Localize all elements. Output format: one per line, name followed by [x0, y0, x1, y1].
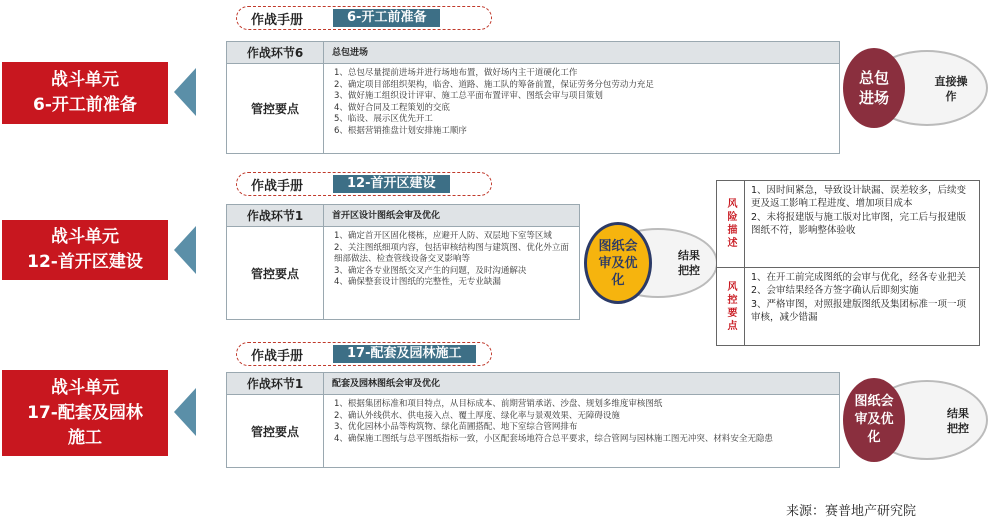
- control-label: 管控要点: [227, 395, 324, 467]
- list-item: 1、因时间紧急，导致设计缺漏、误差较多，后续变更及返工影响工程进度、增加项目成本: [751, 185, 967, 210]
- stage-table-2: [226, 204, 580, 320]
- unit-line: 战斗单元: [51, 227, 119, 247]
- arrow-left-icon: [174, 388, 196, 436]
- stage-table-1: [226, 41, 840, 154]
- battle-unit-3: [2, 370, 168, 456]
- circle-text: 总包进场: [858, 69, 889, 107]
- list-item: 5、临设、展示区优先开工: [334, 114, 433, 125]
- list-item: 2、未将报建版与施工版对比审图，完工后与报建版图纸不符，影响整体验收: [751, 211, 967, 237]
- stage-name: 总包进场: [324, 42, 839, 63]
- stage-label: 作战环节6: [227, 42, 324, 63]
- manual-bar-2: [236, 172, 492, 196]
- list-item: 4、确保施工图纸与总平图纸指标一致，小区配套场地符合总平要求，综合管网与园林施工图无冲突、材料安全无隐患: [334, 433, 773, 444]
- list-item: 2、关注图纸细项内容，包括审核结构图与建筑图、优化外立面细部做法、检查管线设备交叉影响等: [334, 242, 569, 265]
- side-text-2: 结果把控: [678, 249, 700, 277]
- manual-name: 12-首开区建设: [333, 175, 450, 193]
- arrow-left-icon: [174, 68, 196, 116]
- risk-point-label: 风控要点: [717, 268, 745, 345]
- unit-line: 17-配套及园林: [27, 402, 143, 423]
- battle-unit-2: [2, 220, 168, 280]
- circle-text: 图纸会审及优化: [598, 238, 638, 288]
- control-items: [324, 64, 839, 153]
- control-items: [324, 395, 839, 467]
- manual-label: 作战手册: [251, 348, 304, 364]
- circle-badge-2: [584, 222, 652, 304]
- manual-name: 6-开工前准备: [333, 9, 440, 27]
- list-item: 3、严格审图，对照报建版图纸及集团标准一项一项审核，减少错漏: [751, 298, 967, 324]
- list-item: 4、确保整套设计图纸的完整性，无专业缺漏: [334, 277, 501, 288]
- arrow-left-icon: [174, 226, 196, 274]
- list-item: 3、做好施工组织设计评审、施工总平面布置评审、图纸会审与项目策划: [334, 91, 603, 102]
- unit-line: 6-开工前准备: [33, 95, 137, 115]
- manual-bar-3: [236, 342, 492, 366]
- side-text-1: 直接操作: [934, 75, 968, 103]
- control-label: 管控要点: [227, 227, 324, 319]
- control-items: [324, 227, 579, 319]
- stage-name: 配套及园林图纸会审及优化: [324, 373, 839, 394]
- list-item: 1、确定首开区固化楼栋，应避开人防、双层地下室等区域: [334, 231, 552, 241]
- risk-point-items: [745, 268, 979, 345]
- stage-label: 作战环节1: [227, 205, 324, 226]
- unit-line: 战斗单元: [51, 70, 119, 90]
- list-item: 3、确定各专业图纸交叉产生的问题，及时沟通解决: [334, 265, 527, 276]
- manual-label: 作战手册: [251, 12, 304, 28]
- list-item: 1、在开工前完成图纸的会审与优化，经各专业把关: [751, 272, 967, 283]
- circle-text: 图纸会审及优化: [854, 394, 894, 445]
- manual-label: 作战手册: [251, 178, 304, 194]
- stage-table-3: [226, 372, 840, 468]
- circle-badge-1: [843, 48, 905, 128]
- manual-name: 17-配套及园林施工: [333, 345, 476, 363]
- source-note: 来源：赛普地产研究院: [786, 504, 917, 519]
- list-item: 1、根据集团标准和项目特点，从目标成本、前期营销承诺、沙盘、规划多维度审核图纸: [334, 399, 663, 409]
- stage-label: 作战环节1: [227, 373, 324, 394]
- list-item: 1、总包尽量提前进场并进行场地布置，做好场内主干道硬化工作: [334, 68, 578, 78]
- unit-line: 施工: [68, 427, 102, 448]
- battle-unit-1: [2, 62, 168, 124]
- list-item: 3、优化园林小品等构筑物、绿化苗圃搭配、地下室综合管网排布: [334, 422, 578, 433]
- side-text-3: 结果把控: [947, 407, 969, 435]
- stage-name: 首开区设计图纸会审及优化: [324, 205, 579, 226]
- risk-box: [716, 180, 980, 346]
- circle-badge-3: [843, 378, 905, 462]
- risk-desc-label: 风险描述: [717, 181, 745, 267]
- unit-line: 战斗单元: [51, 377, 119, 398]
- risk-desc-items: [745, 181, 979, 267]
- list-item: 4、做好合同及工程策划的交底: [334, 102, 450, 113]
- manual-bar-1: [236, 6, 492, 30]
- list-item: 2、确认外线供水、供电接入点、覆土厚度、绿化率与景观效果、无障碍设施: [334, 410, 620, 421]
- list-item: 2、确定项目部组织架构，临舍、道路、施工队的筹备前置，保证劳务分包劳动力充足: [334, 79, 654, 90]
- list-item: 6、根据营销推盘计划安排施工顺序: [334, 125, 467, 136]
- list-item: 2、会审结果经各方签字确认后即刻实施: [751, 285, 919, 297]
- unit-line: 12-首开区建设: [27, 252, 143, 272]
- control-label: 管控要点: [227, 64, 324, 153]
